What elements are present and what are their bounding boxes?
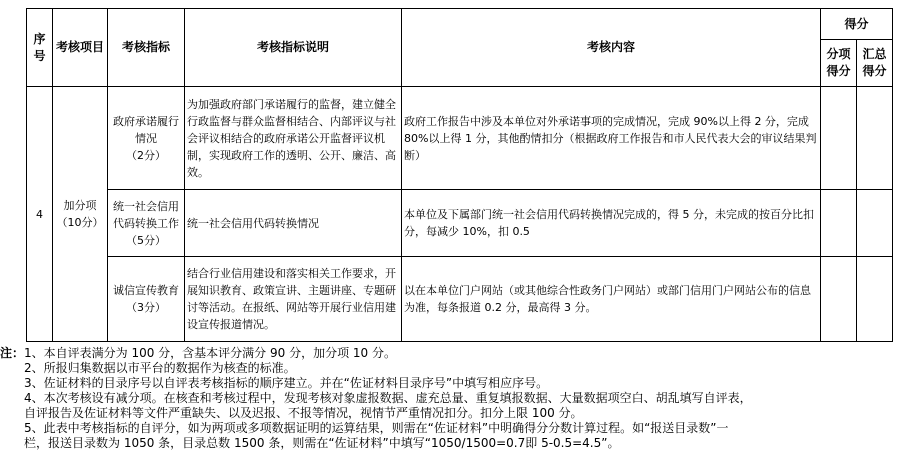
note-line: 自评报告及佐证材料等文件严重缺失、以及迟报、不报等情况，视情节严重情况扣分。扣分上限 100 分。	[24, 406, 583, 420]
desc-cell: 结合行业信用建设和落实相关工作要求，开展知识教育、政策宣讲、主题讲座、专题研讨等活动。在报纸、网站等开展行业信用建设宣传报道情况。	[185, 257, 402, 342]
indicator-name: 统一社会信用代码转换工作	[113, 199, 179, 230]
note-line: 栏，报送目录数为 1050 条，目录总数 1500 条，则需在“佐证材料”中填写“1050/1500=0.7即 5-0.5=4.5”。	[24, 436, 620, 450]
indicator-name: 诚信宣传教育	[113, 284, 179, 297]
indicator-cell	[108, 257, 185, 342]
note-line: 2、所报归集数据以市平台的数据作为核查的标准。	[24, 361, 296, 375]
note-line: 5、此表中考核指标的自评分，如为两项或多项数据证明的运算结果，则需在“佐证材料”中明确得分分数计算过程。如“报送目录数”一	[24, 421, 729, 435]
desc-cell: 统一社会信用代码转换情况	[185, 190, 402, 257]
indicator-points: （3分）	[126, 301, 166, 314]
header-item: 考核项目	[53, 9, 108, 87]
content-cell: 本单位及下属部门统一社会信用代码转换情况完成的，得 5 分，未完成的按百分比扣分，每减少 10%，扣 0.5	[402, 190, 821, 257]
indicator-cell	[108, 87, 185, 190]
header-total-score: 汇总得分	[857, 40, 893, 87]
header-indicator: 考核指标	[108, 9, 185, 87]
table-row	[27, 87, 893, 190]
sub-score-cell[interactable]	[821, 190, 857, 257]
notes-label: 注：	[0, 346, 25, 360]
indicator-cell	[108, 190, 185, 257]
header-score: 得分	[821, 9, 893, 40]
note-line: 3、佐证材料的目录序号以自评表考核指标的顺序建立。并在“佐证材料目录序号”中填写相应序号。	[24, 376, 549, 390]
header-sub-score: 分项得分	[821, 40, 857, 87]
sub-score-cell[interactable]	[821, 87, 857, 190]
total-score-cell[interactable]	[857, 190, 893, 257]
indicator-points: （5分）	[126, 233, 166, 247]
note-line: 1、本自评表满分为 100 分，含基本评分满分 90 分，加分项 10 分。	[24, 346, 396, 360]
header-content: 考核内容	[402, 9, 821, 87]
table-row	[27, 190, 893, 257]
seq-cell: 4	[27, 87, 53, 342]
note-line: 4、本次考核设有减分项。在核查和考核过程中，发现考核对象虚报数据、虚充总量、重复填报数据、大量数据项空白、胡乱填写自评表，	[24, 391, 752, 405]
item-cell: 加分项（10分）	[53, 87, 108, 342]
header-desc: 考核指标说明	[185, 9, 402, 87]
table-row	[27, 257, 893, 342]
desc-cell: 为加强政府部门承诺履行的监督，建立健全行政监督与群众监督相结合、内部评议与社会评议相结合的政府承诺公开监督评议机制，实现政府工作的透明、公开、廉洁、高效。	[185, 87, 402, 190]
header-seq: 序号	[27, 9, 53, 87]
evaluation-table	[26, 8, 893, 342]
total-score-cell[interactable]	[857, 87, 893, 190]
indicator-name: 政府承诺履行情况	[113, 114, 179, 145]
content-cell: 以在本单位门户网站（或其他综合性政务门户网站）或部门信用门户网站公布的信息为准，每条报道 0.2 分，最高得 3 分。	[402, 257, 821, 342]
total-score-cell[interactable]	[857, 257, 893, 342]
indicator-points: （2分）	[126, 148, 166, 162]
content-cell: 政府工作报告中涉及本单位对外承诺事项的完成情况，完成 90%以上得 2 分，完成 80%以上得 1 分，其他酌情扣分（根据政府工作报告和市人民代表大会的审议结果判断）	[402, 87, 821, 190]
sub-score-cell[interactable]	[821, 257, 857, 342]
